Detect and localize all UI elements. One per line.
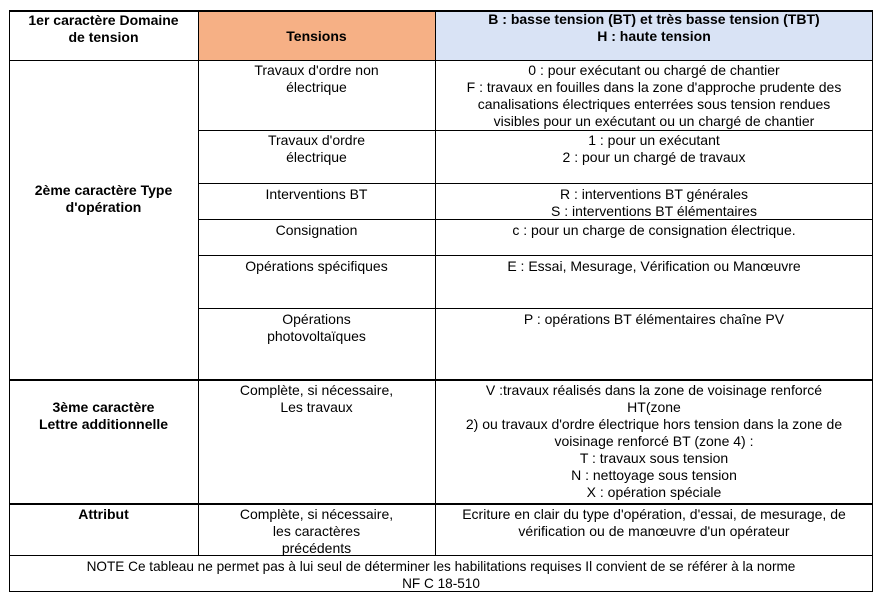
row-divider bbox=[198, 308, 873, 309]
border-left bbox=[9, 10, 10, 592]
note-text: NOTE Ce tableau ne permet pas à lui seul de déterminer les habilitations requises Il convient de se référer à la norme NF C 18-510 bbox=[86, 559, 796, 591]
section-divider bbox=[9, 379, 873, 381]
row-divider bbox=[198, 130, 873, 131]
section-operation-type-label: 2ème caractère Type d'opération bbox=[34, 182, 173, 215]
description-cell: V :travaux réalisés dans la zone de voisinage renforcé HT(zone 2) ou travaux d'ordre électrique hors tension dans la zone de voisinage renforcé BT (zone 4) : T : travaux sous tension N : nettoyage sous tension X : opération spéciale bbox=[465, 382, 843, 500]
header-voltage-codes-label: B : basse tension (BT) et très basse tension (TBT) H : haute tension bbox=[488, 11, 820, 44]
section-attribut-label: Attribut bbox=[78, 506, 129, 522]
tension-cell: Opérations photovoltaïques bbox=[267, 311, 366, 344]
description-cell: R : interventions BT générales S : interventions BT élémentaires bbox=[551, 186, 757, 219]
row-divider bbox=[198, 255, 873, 256]
section-additional-letter-label: 3ème caractère Lettre additionnelle bbox=[38, 399, 169, 432]
description-cell: P : opérations BT élémentaires chaîne PV bbox=[523, 311, 785, 327]
section-divider bbox=[9, 503, 873, 505]
description-cell: E : Essai, Mesurage, Vérification ou Manœuvre bbox=[507, 258, 801, 274]
tension-cell: Opérations spécifiques bbox=[245, 258, 388, 274]
header-tensions-label: Tensions bbox=[286, 28, 347, 44]
tension-cell: Travaux d'ordre électrique bbox=[267, 132, 366, 165]
tension-cell: Travaux d'ordre non électrique bbox=[254, 62, 379, 95]
row-divider bbox=[198, 183, 873, 184]
tension-cell: Complète, si nécessaire, Les travaux bbox=[239, 382, 394, 415]
habilitation-table bbox=[9, 10, 873, 592]
description-cell: c : pour un charge de consignation électrique. bbox=[512, 222, 796, 238]
tension-cell: Interventions BT bbox=[265, 186, 368, 202]
note-divider bbox=[9, 555, 873, 556]
description-cell: Ecriture en clair du type d'opération, d'essai, de mesurage, de vérification ou de manœuvre d'un opérateur bbox=[462, 506, 846, 539]
header-domain-label: 1er caractère Domaine de tension bbox=[28, 12, 179, 45]
tension-cell: Complète, si nécessaire, les caractères précédents bbox=[239, 506, 394, 556]
border-header bbox=[9, 60, 873, 61]
tension-cell: Consignation bbox=[275, 222, 358, 238]
description-cell: 0 : pour exécutant ou chargé de chantier F : travaux en fouilles dans la zone d'approche prudente des canalisations électriques enterrées sous tension rendues visibles pour un exécutant ou un chargé de chantier bbox=[466, 62, 842, 129]
description-cell: 1 : pour un exécutant 2 : pour un chargé de travaux bbox=[562, 132, 746, 165]
